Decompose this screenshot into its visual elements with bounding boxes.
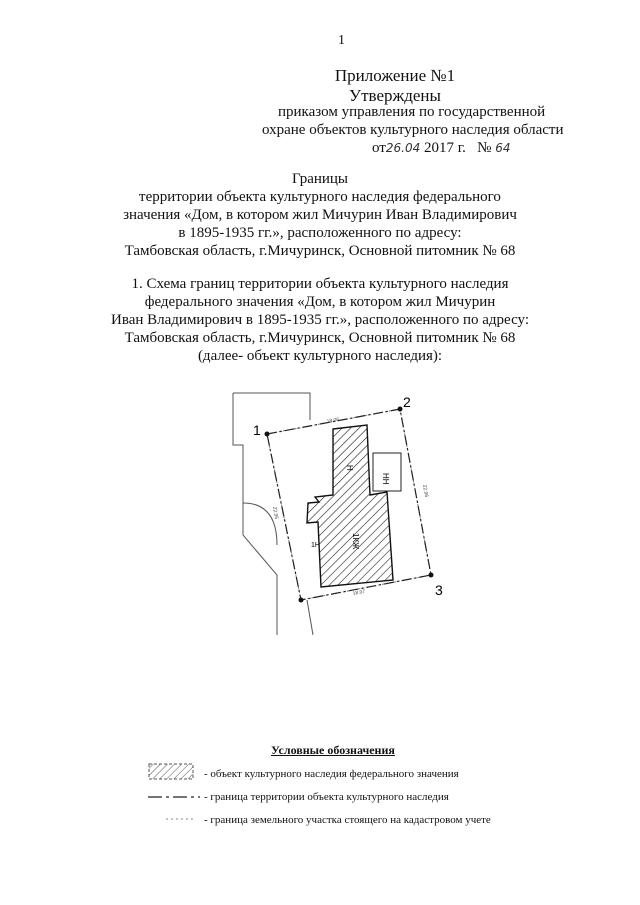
section1-line-5: (далее- объект культурного наследия): (197, 348, 443, 364)
title-line-3: значения «Дом, в котором жил Мичурин Иван Владимирович (123, 207, 517, 223)
title-heading: Границы (291, 171, 349, 187)
section1-line-3: Иван Владимирович в 1895-1935 гг.», расположенного по адресу: (110, 312, 529, 328)
legend-swatch-heritage (148, 762, 196, 782)
decree-year: 2017 г. № (420, 140, 496, 156)
decree-date-line (372, 140, 511, 157)
decree-number-handwritten: 64 (495, 141, 511, 155)
section1-line-1: 1. Схема границ территории объекта культурного наследия (131, 276, 509, 292)
boundary-point-1 (265, 432, 270, 437)
title-line-2: территории объекта культурного наследия федерального (139, 189, 501, 205)
boundary-point-3 (429, 573, 434, 578)
decree-date-handwritten: 26.04 (385, 141, 421, 155)
boundary-plan (215, 385, 455, 635)
title-line-5: Тамбовская область, г.Мичуринск, Основной питомник № 68 (124, 243, 516, 259)
dimension-right: 22.96 (421, 484, 430, 498)
heritage-building (307, 425, 393, 587)
legend-swatch-cadastral (166, 814, 198, 824)
appendix-title: Приложение №1 (334, 66, 456, 85)
building-label-main: 1КЖ (351, 533, 360, 550)
legend-item-cadastral: - граница земельного участка стоящего на кадастровом учете (204, 814, 491, 826)
title-line-4: в 1895-1935 гг.», расположенного по адресу: (178, 225, 462, 241)
decree-from: от (372, 140, 386, 156)
point-label-1: 1 (253, 422, 261, 438)
dimension-top: 18.06 (326, 416, 340, 425)
section1-line-4: Тамбовская область, г.Мичуринск, Основной питомник № 68 (124, 330, 516, 346)
legend-item-territory: - граница территории объекта культурного наследия (204, 791, 449, 803)
decree-line-1: приказом управления по государственной (278, 104, 546, 120)
point-label-3: 3 (435, 582, 443, 598)
building-label-annex: 1Н (311, 542, 320, 549)
page-number: 1 (338, 33, 345, 48)
adjacent-parcel-top (233, 393, 310, 420)
section1-line-2: федерального значения «Дом, в котором жил Мичурин (144, 294, 496, 310)
point-label-2: 2 (403, 394, 411, 410)
side-structure (373, 453, 401, 491)
boundary-point-4 (299, 598, 304, 603)
legend-item-heritage: - объект культурного наследия федерального значения (204, 768, 459, 780)
boundary-point-2 (398, 407, 403, 412)
building-label-small: Н (345, 465, 354, 471)
adjacent-road (307, 600, 313, 635)
dimension-left: 22.95 (271, 506, 280, 520)
legend-swatch-territory (148, 792, 202, 802)
approved-label: Утверждены (349, 86, 441, 105)
legend-title: Условные обозначения (271, 743, 395, 757)
dimension-bottom: 18.07 (352, 588, 366, 597)
decree-line-2: охране объектов культурного наследия области (262, 122, 564, 138)
side-structure-label: НН (381, 473, 390, 485)
